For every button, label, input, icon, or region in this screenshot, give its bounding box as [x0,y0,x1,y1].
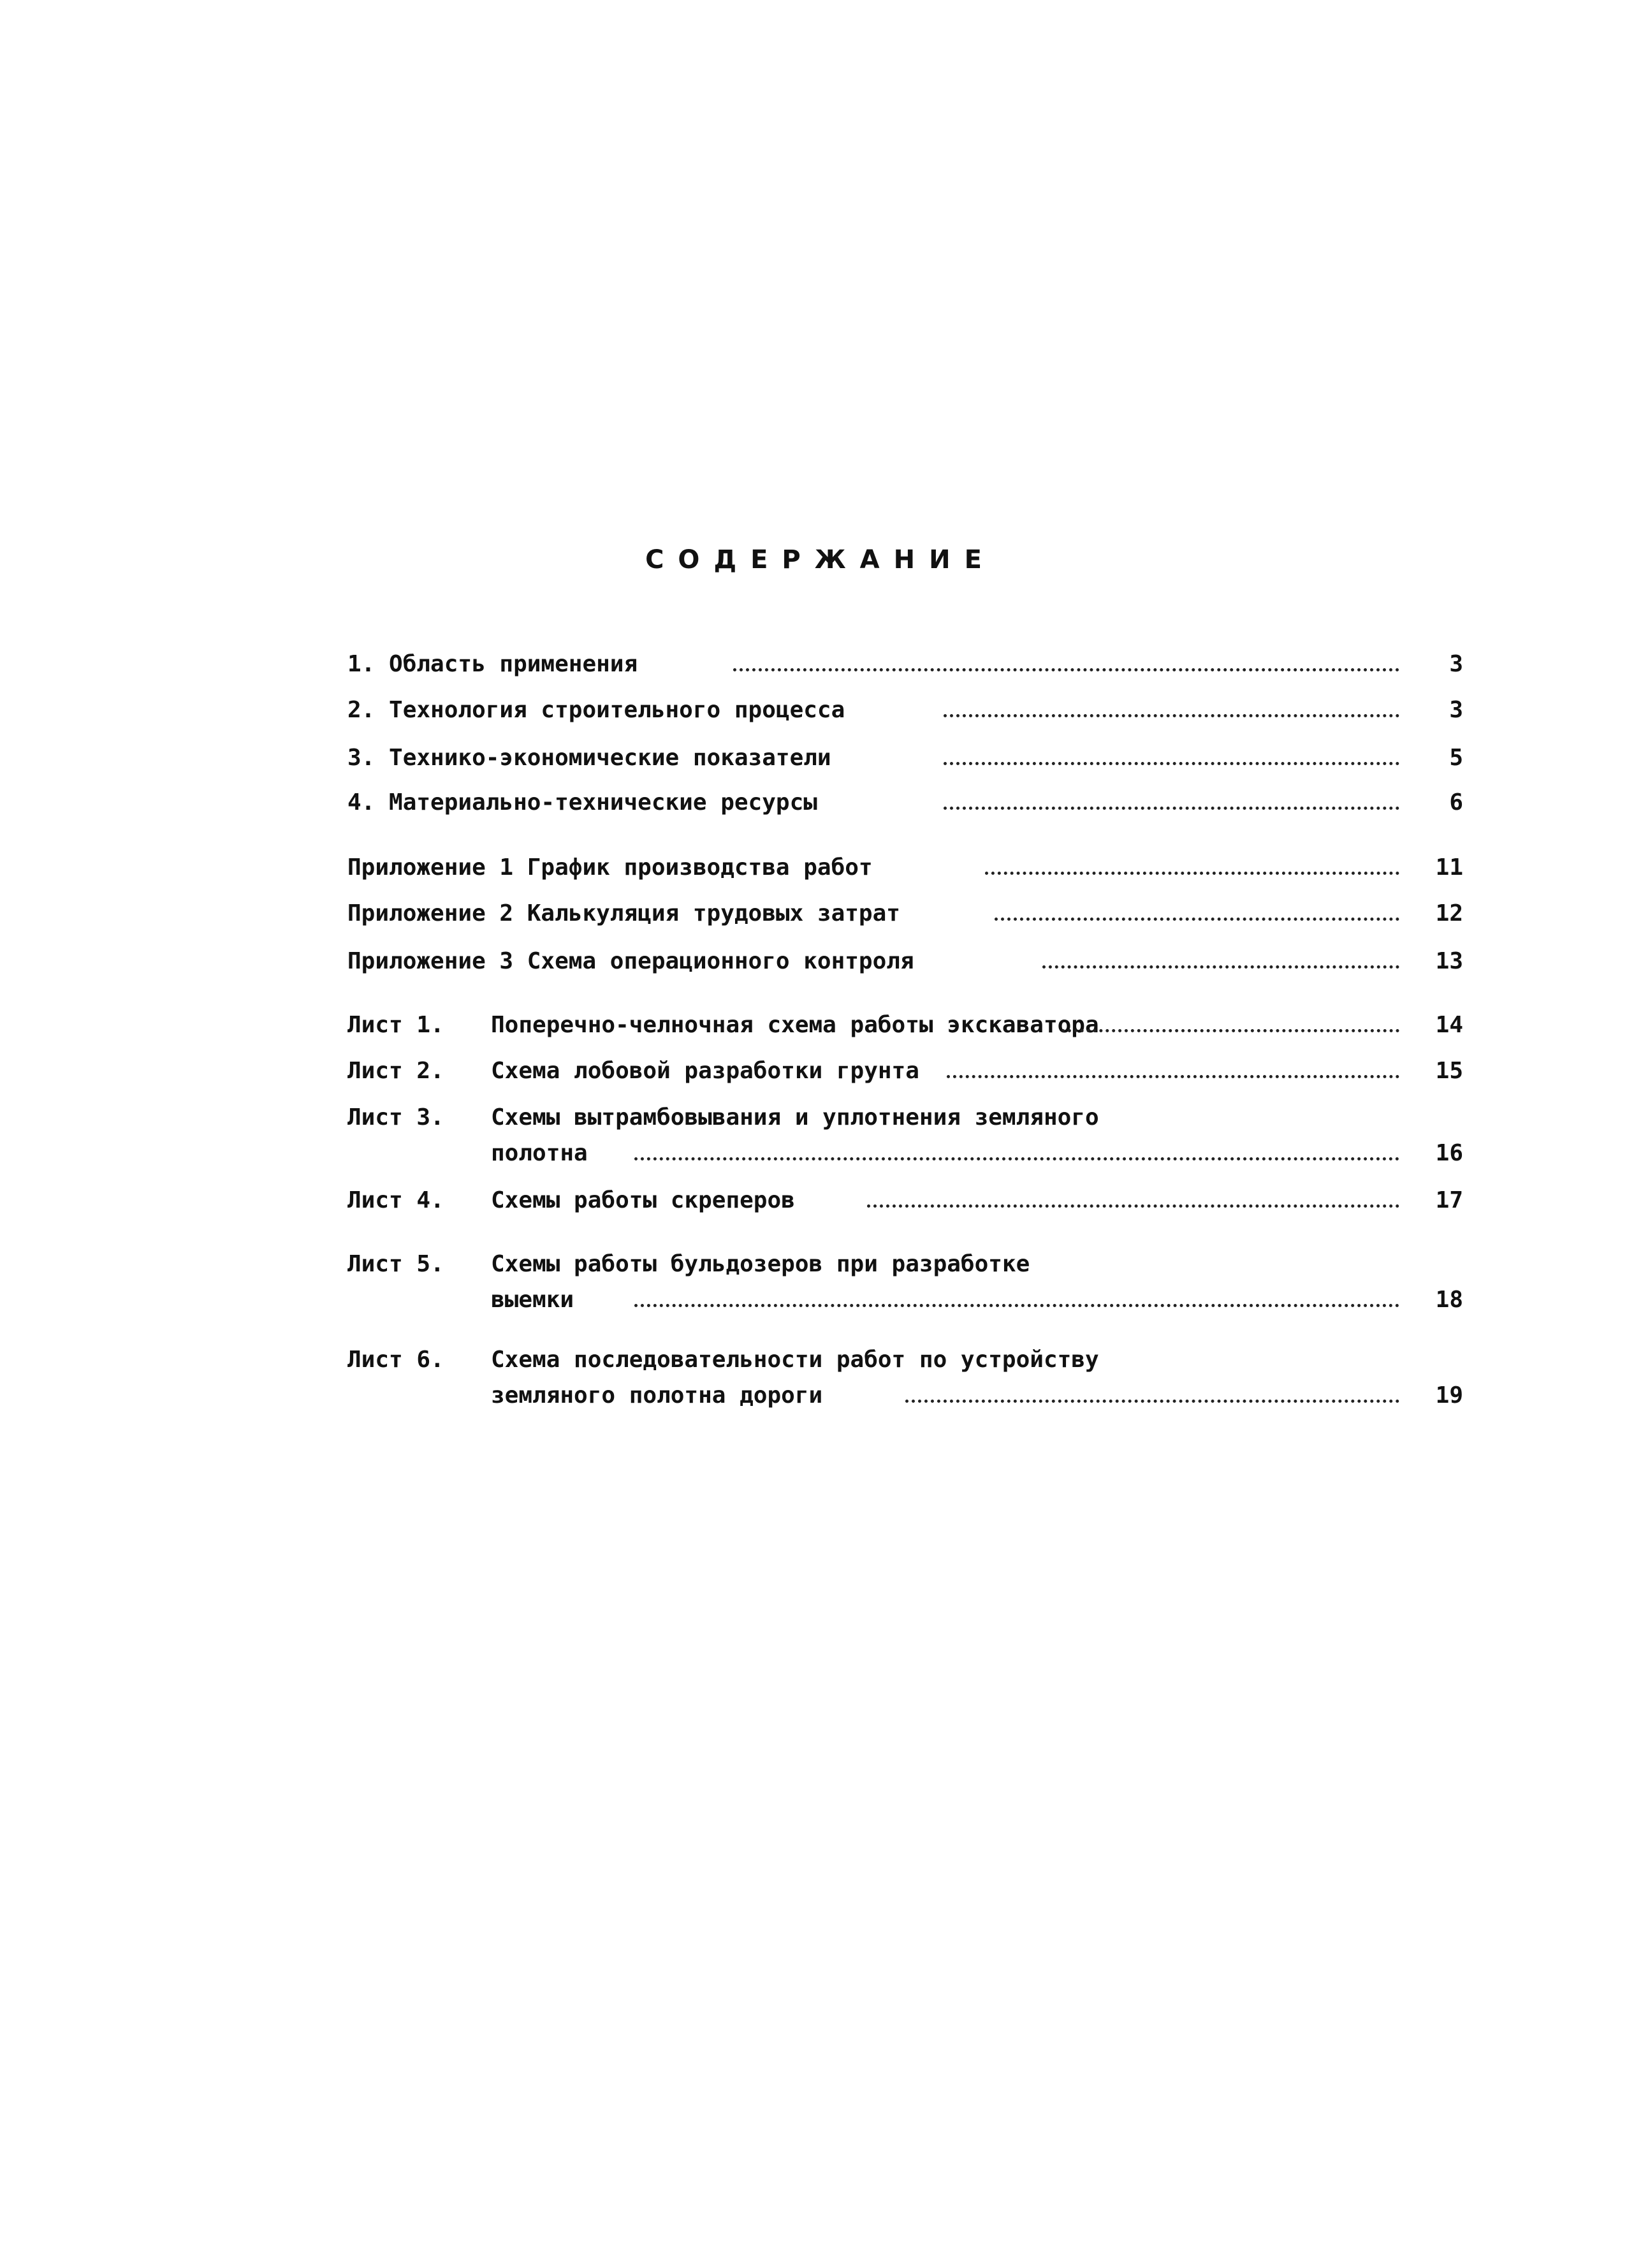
toc-sheet-title-continuation: земляного полотна дороги [491,1382,823,1408]
toc-leader [733,668,1399,671]
toc-page-number: 13 [1435,948,1463,974]
toc-sheet-number: Лист 3. [347,1104,444,1130]
toc-leader [947,1075,1399,1078]
toc-section-label: 4. Материально-технические ресурсы [347,789,817,816]
toc-page-number: 19 [1435,1382,1463,1408]
toc-page-number: 5 [1449,745,1463,771]
toc-sheet-5 [347,1247,1463,1329]
toc-sheet-title: Схемы вытрамбовывания и уплотнения земляного [491,1104,1099,1130]
toc-leader [905,1400,1399,1403]
toc-sheet-title: Поперечно-челночная схема работы экскаватора [491,1012,1099,1038]
toc-leader [944,807,1399,810]
toc-section-label: 2. Технология строительного процесса [347,697,845,723]
toc-sheet-title-continuation: выемки [491,1287,574,1313]
toc-section-label: 1. Область применения [347,651,638,677]
toc-page-number: 15 [1435,1058,1463,1084]
toc-sheet-number: Лист 5. [347,1251,444,1277]
toc-sheet-title: Схема лобовой разработки грунта [491,1058,919,1084]
toc-sheet-6 [347,1342,1463,1425]
toc-sheet-title: Схема последовательности работ по устройству [491,1347,1099,1373]
toc-page-number: 14 [1435,1012,1463,1038]
toc-leader [944,714,1399,717]
toc-leader [634,1304,1399,1307]
toc-section-label: 3. Технико-экономические показатели [347,745,831,771]
toc-page-number: 3 [1449,651,1463,677]
toc-sheet-number: Лист 6. [347,1347,444,1373]
toc-sheet-title-continuation: полотна [491,1140,588,1166]
toc-appendix-label: Приложение 2 Калькуляция трудовых затрат [347,900,900,926]
toc-appendix-label: Приложение 3 Схема операционного контроля [347,948,914,974]
toc-leader [985,872,1399,875]
toc-leader [634,1157,1399,1160]
toc-sheet-3 [347,1100,1463,1183]
toc-leader [867,1204,1399,1208]
toc-page-number: 16 [1435,1140,1463,1166]
toc-appendix-label: Приложение 1 График производства работ [347,854,873,881]
toc-sheet-number: Лист 1. [347,1012,444,1038]
toc-sheet-number: Лист 2. [347,1058,444,1084]
toc-sheet-number: Лист 4. [347,1187,444,1213]
toc-leader [944,762,1399,765]
toc-sheet-title: Схемы работы скреперов [491,1187,795,1213]
toc-page-number: 11 [1435,854,1463,881]
toc-sheet-title: Схемы работы бульдозеров при разработке [491,1251,1030,1277]
toc-page-number: 6 [1449,789,1463,816]
toc-leader [1042,965,1399,969]
toc-page-number: 17 [1435,1187,1463,1213]
toc-leader [995,918,1399,921]
page-title: СОДЕРЖАНИЕ [645,545,996,574]
toc-leader [1062,1029,1399,1032]
toc-page-number: 12 [1435,900,1463,926]
toc-page-number: 18 [1435,1287,1463,1313]
toc-page-number: 3 [1449,697,1463,723]
